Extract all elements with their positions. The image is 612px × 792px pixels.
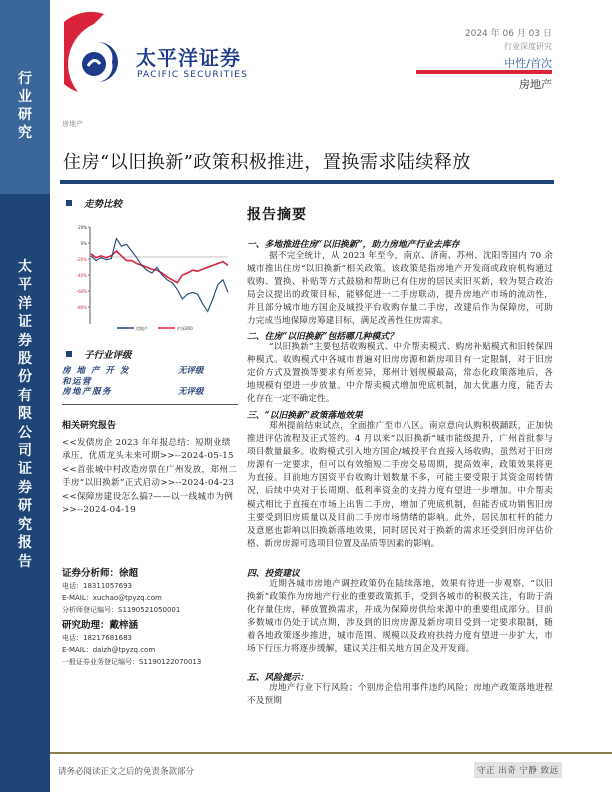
rating-divider <box>62 404 238 405</box>
svg-text:-40%: -40% <box>76 273 87 278</box>
trend-chart <box>62 222 240 334</box>
related-reports-heading: 相关研究报告 <box>62 421 117 431</box>
report-industry: 房地产 <box>519 78 552 91</box>
analyst-info <box>62 580 238 617</box>
section-heading: 一、多地推进住房“以旧换新”，助力房地产行业去库存 <box>247 240 460 250</box>
section-heading: 四、投资建议 <box>247 569 300 579</box>
assistant-phone: 电话：18217681683 <box>62 634 132 642</box>
section-body: 房地产行业下行风险；个别房企信用事件违约风险；房地产政策落地进程不及预期 <box>247 683 553 707</box>
footer-divider <box>50 752 612 754</box>
page-title: 住房“以旧换新”政策积极推进，置换需求陆续释放 <box>63 152 471 173</box>
company-logo <box>64 12 264 102</box>
related-report-link[interactable]: <<保障房建设怎么搞?——以一线城市为例>>--2024-04-19 <box>62 491 234 516</box>
section-body: 郑州提前结束试点，全面推广至市八区。南京意向认购积极踊跃，正加快推进评估流程及正式签约。4 月以来“以旧换新”城市能级提升，广州首批参与项目数量最多。收购模式引入地方国企/城投平台直接入场收购，虽然对于旧房房源有一定要求，但可以有效缩短二手房交易周期，提高效率，政策效果将更为直接。目前地方国资平台收购计划数量不多，可能主要受限于其资金周转情况，后续中央对于长周期、低利率资金的支持力度有望进一步增加。中介帮卖模式相比于直接在市场上出售二手房，增加了兜底机制，但能否成功销售旧房主要受到旧房质量以及目前二手房市场情绪的影响。此外，居民加杠杆的能力及意愿也影响以旧换新落地效果，同时居民对于换新的需求还受到旧房评估价格、新房房源可选项目位置及品质等因素的影响。 <box>247 421 553 549</box>
svg-text:沪深300: 沪深300 <box>177 326 193 331</box>
analyst-email[interactable]: E-MAIL：xuchao@tpyzq.com <box>62 594 162 603</box>
rating-row: 房地产服务 无评级 <box>62 387 204 397</box>
analyst-heading: 证券分析师：徐超 <box>62 568 139 579</box>
report-type: 行业深度研究 <box>504 42 552 51</box>
logo-name-en: PACIFIC SECURITIES <box>137 70 249 80</box>
assistant-heading: 研究助理：戴梓涵 <box>62 620 139 631</box>
sidebar-company-label: 太 平 洋 证 券 股 份 有 限 公 司 证 券 研 究 报 告 <box>18 259 32 570</box>
related-report-link[interactable]: <<首张城中村改造房票在广州发放，郑州二手房“以旧换新”正式启动>>--2024-04-23 <box>62 464 238 489</box>
svg-text:房地产: 房地产 <box>136 326 148 331</box>
section-heading: 二、住房“以旧换新”包括哪几种模式？ <box>247 332 398 342</box>
report-rating: 中性/首次 <box>504 57 552 70</box>
section-body: 据不完全统计，从 2023 年至今，南京、济南、苏州、沈阳等国内 70 余城市推出住房“以旧换新”相关政策。该政策是指房地产开发商或政府机构通过收购、置换、补贴等方式鼓励和帮助已有住房的居民卖旧买新，较为契合政治局会议提出的政策目标，能够促进一二手房联动，提升房地产市场的流动性，并且部分城市地方国企及城投平台收购存量二手房，改建后作为保障房，可助力完成当地保障房筹建目标，满足改善性住房需求。 <box>247 251 553 327</box>
svg-text:-20%: -20% <box>76 257 87 262</box>
svg-text:0%: 0% <box>80 241 87 246</box>
related-report-link[interactable]: <<发债房企 2023 年年报总结：短期业绩承压，优质龙头未来可期>>--2024-05-15 <box>62 438 234 462</box>
svg-text:-60%: -60% <box>76 289 87 294</box>
section-body: “以旧换新”主要包括收购模式、中介帮卖模式、购房补贴模式和旧转保四种模式。收购模式中各城市普遍对旧房房源和新房项目有一定限制，对于旧房定价方式及置换等要求有所差异，郑州计划规模最高，常态化政策落地后，各地规模有望进一步放量。中介帮卖模式增加兜底机制，加大优惠力度，能否去化存在一定不确定性。 <box>247 342 553 405</box>
rating-row: 房 地 产 开 发 无评级 <box>62 366 204 376</box>
logo-mark-icon <box>64 12 124 102</box>
sub-rating-table <box>62 366 238 398</box>
analyst-phone: 电话：18311057693 <box>62 582 132 590</box>
section-heading: 五、风险提示： <box>247 673 309 683</box>
assistant-email[interactable]: E-MAIL：daizh@tpyzq.com <box>62 646 156 655</box>
analyst-registration: 分析师登记编号：S1190521050001 <box>62 606 181 615</box>
report-date: 2024 年 06 月 03 日 <box>464 29 552 39</box>
svg-text:-80%: -80% <box>76 305 87 310</box>
header-accent-bar <box>416 70 552 74</box>
bullet-icon <box>66 200 72 206</box>
abstract-title: 报告摘要 <box>247 207 307 223</box>
sidebar-category-label: 行 业 研 究 <box>18 71 32 141</box>
assistant-registration: 一般证券业务登记编号：S1190122070013 <box>62 658 202 667</box>
rating-row-cont: 和运营 <box>62 376 93 387</box>
sub-rating-heading: 子行业评级 <box>84 350 132 361</box>
section-body: 近期各城市房地产调控政策仍在陆续落地，效果有待进一步观察，“以旧换新”政策作为房地产行业的重要政策抓手，受到各城市的积极关注，有助于消化存量住房，释放置换需求，并成为保障房供给来源中的重要组成部分。目前多数城市仍处于试点期，涉及到的旧房房源及新房项目受到一定要求限制，随着各地政策逐步推进，城市范围、规模以及政府扶持力度有望进一步扩大，市场下行压力将逐步缓解，建议关注相关地方国企及开发商。 <box>247 579 553 655</box>
section-heading: 三、“以旧换新”政策落地效果 <box>247 411 363 421</box>
bullet-icon <box>66 351 72 357</box>
svg-text:20%: 20% <box>78 225 87 230</box>
logo-name-cn: 太平洋证券 <box>136 46 241 70</box>
assistant-info <box>62 632 238 669</box>
trend-heading: 走势比较 <box>84 199 123 210</box>
footer-motto: 守正 出奇 宁静 致远 <box>474 762 562 778</box>
sector-label: 房地产 <box>62 120 83 128</box>
footer-disclaimer: 请务必阅读正文之后的免责条款部分 <box>58 767 195 777</box>
related-reports-list <box>62 437 238 517</box>
title-divider <box>60 180 554 184</box>
